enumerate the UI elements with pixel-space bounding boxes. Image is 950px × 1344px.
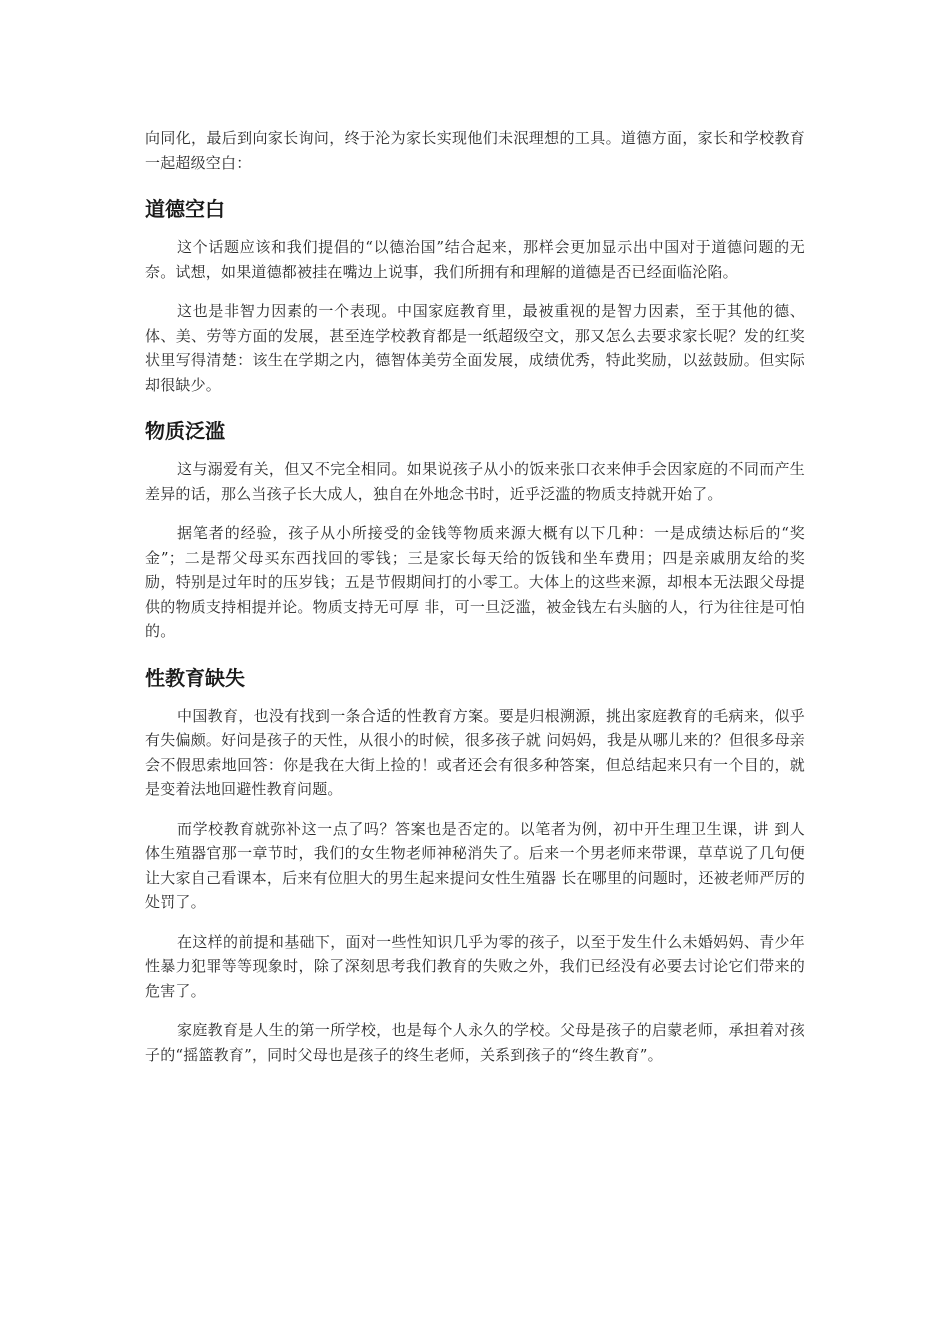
intro-paragraph: 向同化，最后到向家长询问，终于沦为家长实现他们未泯理想的工具。道德方面，家长和学校教育一起超级空白： xyxy=(145,129,805,172)
section-heading: 道德空白 xyxy=(145,197,225,221)
section-material-excess xyxy=(145,418,805,644)
section-heading: 性教育缺失 xyxy=(145,665,245,690)
section-moral-blank xyxy=(145,196,805,397)
body-paragraph: 这与溺爱有关，但又不完全相同。如果说孩子从小的饭来张口衣来伸手会因家庭的不同而产生差异的话，那么当孩子长大成人，独自在外地念书时，近乎泛滥的物质支持就开始了。 xyxy=(145,460,805,503)
body-paragraph: 中国教育，也没有找到一条合适的性教育方案。要是归根溯源，挑出家庭教育的毛病来，似乎有失偏颇。好问是孩子的天性，从很小的时候，很多孩子就 问妈妈，我是从哪儿来的？但很多母亲会不假思索地回答：你是我在大街上捡的！或者还会有很多种答案，但总结起来只有一个目的，就是变着法地回避性教育问题。 xyxy=(145,706,805,798)
document-body xyxy=(145,126,805,1082)
body-paragraph: 这个话题应该和我们提倡的“以德治国”结合起来，那样会更加显示出中国对于道德问题的无奈。试想，如果道德都被挂在嘴边上说事，我们所拥有和理解的道德是否已经面临沦陷。 xyxy=(145,238,805,281)
section-sex-education-absence xyxy=(145,665,805,1068)
body-paragraph: 据笔者的经验，孩子从小所接受的金钱等物质来源大概有以下几种：一是成绩达标后的“奖金”；二是帮父母买东西找回的零钱；三是家长每天给的饭钱和坐车费用；四是亲戚朋友给的奖励，特别是过年时的压岁钱；五是节假期间打的小零工。大体上的这些来源，却根本无法跟父母提供的物质支持相提并论。物质支持无可厚 非，可一旦泛滥，被金钱左右头脑的人，行为往往是可怕的。 xyxy=(145,524,805,640)
body-paragraph: 在这样的前提和基础下，面对一些性知识几乎为零的孩子，以至于发生什么未婚妈妈、青少年性暴力犯罪等等现象时，除了深刻思考我们教育的失败之外，我们已经没有必要去讨论它们带来的危害了。 xyxy=(145,932,805,1000)
body-paragraph: 家庭教育是人生的第一所学校，也是每个人永久的学校。父母是孩子的启蒙老师，承担着对孩子的“摇篮教育”，同时父母也是孩子的终生老师，关系到孩子的“终生教育”。 xyxy=(145,1021,805,1064)
body-paragraph: 而学校教育就弥补这一点了吗？答案也是否定的。以笔者为例，初中开生理卫生课，讲 到人体生殖器官那一章节时，我们的女生物老师神秘消失了。后来一个男老师来带课，草草说了几句便让大家自己看课本，后来有位胆大的男生起来提问女性生殖器 长在哪里的问题时，还被老师严厉的处罚了。 xyxy=(145,819,805,911)
section-heading: 物质泛滥 xyxy=(145,419,225,443)
body-paragraph: 这也是非智力因素的一个表现。中国家庭教育里，最被重视的是智力因素，至于其他的德、体、美、劳等方面的发展，甚至连学校教育都是一纸超级空文，那又怎么去要求家长呢？发的红奖状里写得清楚：该生在学期之内，德智体美劳全面发展，成绩优秀，特此奖励，以兹鼓励。但实际却很缺少。 xyxy=(145,302,805,394)
